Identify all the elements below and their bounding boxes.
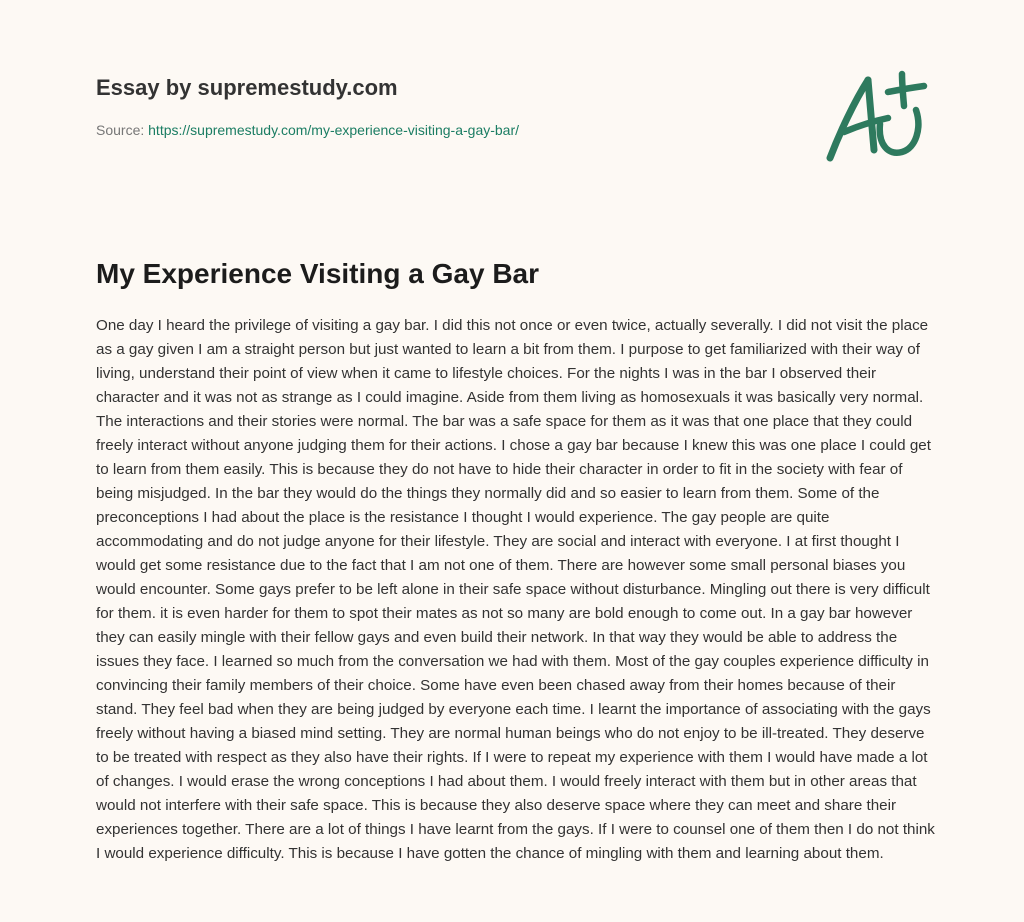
page-header: [96, 72, 796, 140]
source-line: [96, 120, 796, 140]
source-link[interactable]: https://supremestudy.com/my-experience-visiting-a-gay-bar/: [148, 122, 520, 138]
essay-body: One day I heard the privilege of visiting a gay bar. I did this not once or even twice, actually severally. I did not visit the place as a gay given I am a straight person but just wanted to learn a bit from them. I purpose to get familiarized with their way of living, understand their point of view when it came to lifestyle choices. For the nights I was in the bar I observed their character and it was not as strange as I could imagine. Aside from them living as homosexuals it was basically very normal. The interactions and their stories were normal. The bar was a safe space for them as it was that one place that they could freely interact without anyone judging them for their actions. I chose a gay bar because I knew this was one place I could get to learn from them easily. This is because they do not have to hide their character in order to fit in the society with fear of being misjudged. In the bar they would do the things they normally did and so easier to learn from them. Some of the preconceptions I had about the place is the resistance I thought I would experience. The gay people are quite accommodating and do not judge anyone for their lifestyle. They are social and interact with everyone. I at first thought I would get some resistance due to the fact that I am not one of them. There are however some small personal biases you would encounter. Some gays prefer to be left alone in their safe space without disturbance. Mingling out there is very difficult for them. it is even harder for them to spot their mates as not so many are bold enough to come out. In a gay bar however they can easily mingle with their fellow gays and even build their network. In that way they would be able to address the issues they face. I learned so much from the conversation we had with them. Most of the gay couples experience difficulty in convincing their family members of their choice. Some have even been chased away from their homes because of their stand. They feel bad when they are being judged by everyone each time. I learnt the importance of associating with the gays freely without having a biased mind setting. They are normal human beings who do not enjoy to be ill-treated. They deserve to be treated with respect as they also have their rights. If I were to repeat my experience with them I would have made a lot of changes. I would erase the wrong conceptions I had about them. I would freely interact with them but in other areas that would not interfere with their safe space. This is because they also deserve space where they can meet and share their experiences together. There are a lot of things I have learnt from the gays. If I were to counsel one of them then I do not think I would experience difficulty. This is because I have gotten the chance of mingling with them and learning about them.: [96, 317, 935, 862]
source-label: Source:: [96, 122, 149, 138]
essay-title: My Experience Visiting a Gay Bar: [96, 258, 540, 289]
site-title: Essay by supremestudy.com: [96, 75, 398, 100]
a-plus-grade-icon: [822, 66, 932, 166]
